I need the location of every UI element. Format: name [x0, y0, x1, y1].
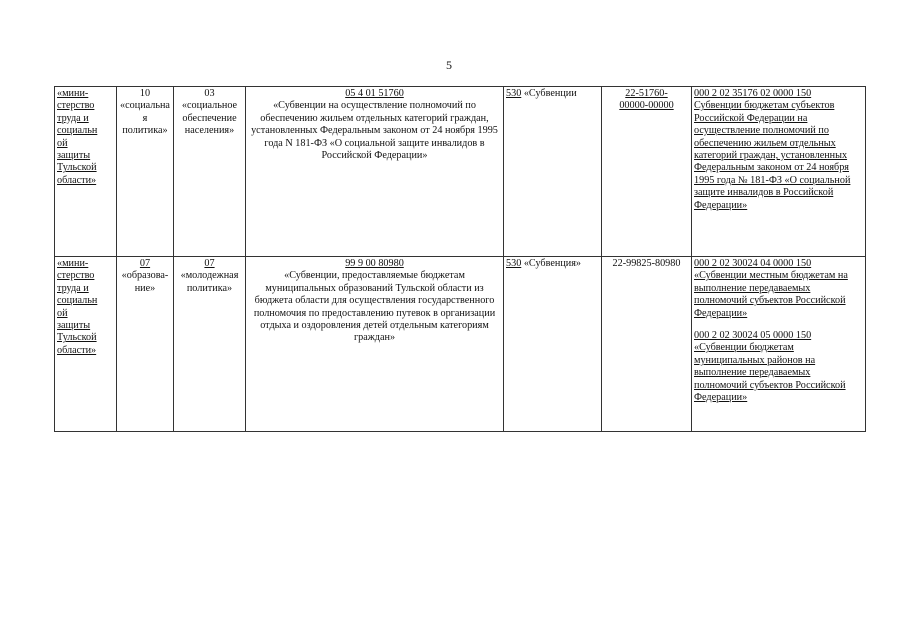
page-number: 5: [446, 58, 452, 72]
income-text: «Субвенции местным бюджетам на выполнение передаваемых полномочий субъектов Российской Федерации»: [694, 270, 848, 319]
section-line: «образова-: [121, 270, 169, 282]
expense-code: 530: [506, 88, 522, 99]
target-article-cell: [246, 87, 504, 257]
purpose-line: 00000-00000: [619, 100, 674, 112]
owner-line: ой: [57, 137, 68, 149]
target-code: 05 4 01 51760: [345, 88, 404, 99]
purpose-code-cell: [602, 257, 692, 432]
purpose-code-cell: [602, 87, 692, 257]
subsection-line: 03: [204, 88, 215, 99]
owner-line: труда и: [57, 282, 89, 294]
owner-line: «мини-: [57, 88, 89, 99]
owner-line: социальн: [57, 125, 98, 137]
target-text: «Субвенции, предоставляемые бюджетам муниципальных образований Тульской области из бюджета области для осуществления государственного полномочия по предоставлению путевок в организации отдыха и оздоровления детей отдельным категориям граждан»: [253, 270, 496, 344]
owner-line: «мини-: [57, 258, 89, 269]
spacer: [694, 320, 863, 330]
owner-cell: [55, 257, 117, 432]
owner-line: Тульской: [57, 332, 97, 344]
owner-line: стерство: [57, 100, 95, 112]
owner-line: Тульской: [57, 162, 97, 174]
income-code-cell: [692, 87, 866, 257]
expense-text: «Субвенция»: [523, 258, 582, 269]
subsection-line: политика»: [186, 282, 233, 294]
subsection-line: «молодежная: [180, 270, 239, 282]
subsection-line: «социальное: [181, 100, 238, 112]
income-code: 000 2 02 30024 05 0000 150: [694, 330, 812, 342]
income-code-cell: [692, 257, 866, 432]
target-code: 99 9 00 80980: [345, 258, 404, 269]
subsection-line: населения»: [184, 125, 235, 137]
owner-line: защиты: [57, 150, 91, 162]
table-row: [55, 257, 866, 432]
owner-line: социальн: [57, 295, 98, 307]
document-table: [54, 86, 866, 432]
owner-line: области»: [57, 174, 97, 186]
section-cell: [117, 257, 174, 432]
owner-line: труда и: [57, 112, 89, 124]
expense-code: 530: [506, 258, 522, 269]
owner-line: стерство: [57, 270, 95, 282]
owner-line: защиты: [57, 320, 91, 332]
subsection-line: 07: [204, 258, 215, 269]
table-row: [55, 87, 866, 257]
income-code: 000 2 02 35176 02 0000 150: [694, 88, 812, 99]
section-cell: [117, 87, 174, 257]
income-text: Субвенции бюджетам субъектов Российской Федерации на осуществление полномочий по обеспечению жильем отдельных категорий граждан, установленных Федеральным законом от 24 ноября 1995 года № 181-ФЗ «О социальной защите инвалидов в Российской Федерации»: [694, 100, 851, 211]
target-text: «Субвенции на осуществление полномочий по обеспечению жильем отдельных категорий граждан, установленных Федеральным законом от 24 ноября 1995 года N 181-ФЗ «О социальной защите инвалидов в Российской Федерации»: [251, 100, 498, 162]
subsection-cell: [174, 87, 246, 257]
income-code: 000 2 02 30024 04 0000 150: [694, 258, 812, 269]
section-line: 07: [139, 258, 151, 269]
purpose-line: 22-99825-80980: [612, 258, 681, 269]
section-line: я: [142, 112, 148, 124]
expense-text: «Субвенции: [523, 88, 577, 99]
expense-type-cell: [504, 257, 602, 432]
subsection-line: обеспечение: [182, 112, 237, 124]
expense-type-cell: [504, 87, 602, 257]
owner-line: ой: [57, 307, 68, 319]
target-article-cell: [246, 257, 504, 432]
subsection-cell: [174, 257, 246, 432]
section-line: ние»: [134, 282, 156, 294]
owner-cell: [55, 87, 117, 257]
purpose-line: 22-51760-: [625, 88, 668, 99]
income-text: «Субвенции бюджетам муниципальных районов на выполнение передаваемых полномочий субъектов Российской Федерации»: [694, 342, 846, 404]
section-line: 10: [139, 88, 151, 99]
section-line: «социальна: [120, 100, 170, 112]
owner-line: области»: [57, 344, 97, 356]
section-line: политика»: [122, 125, 168, 137]
